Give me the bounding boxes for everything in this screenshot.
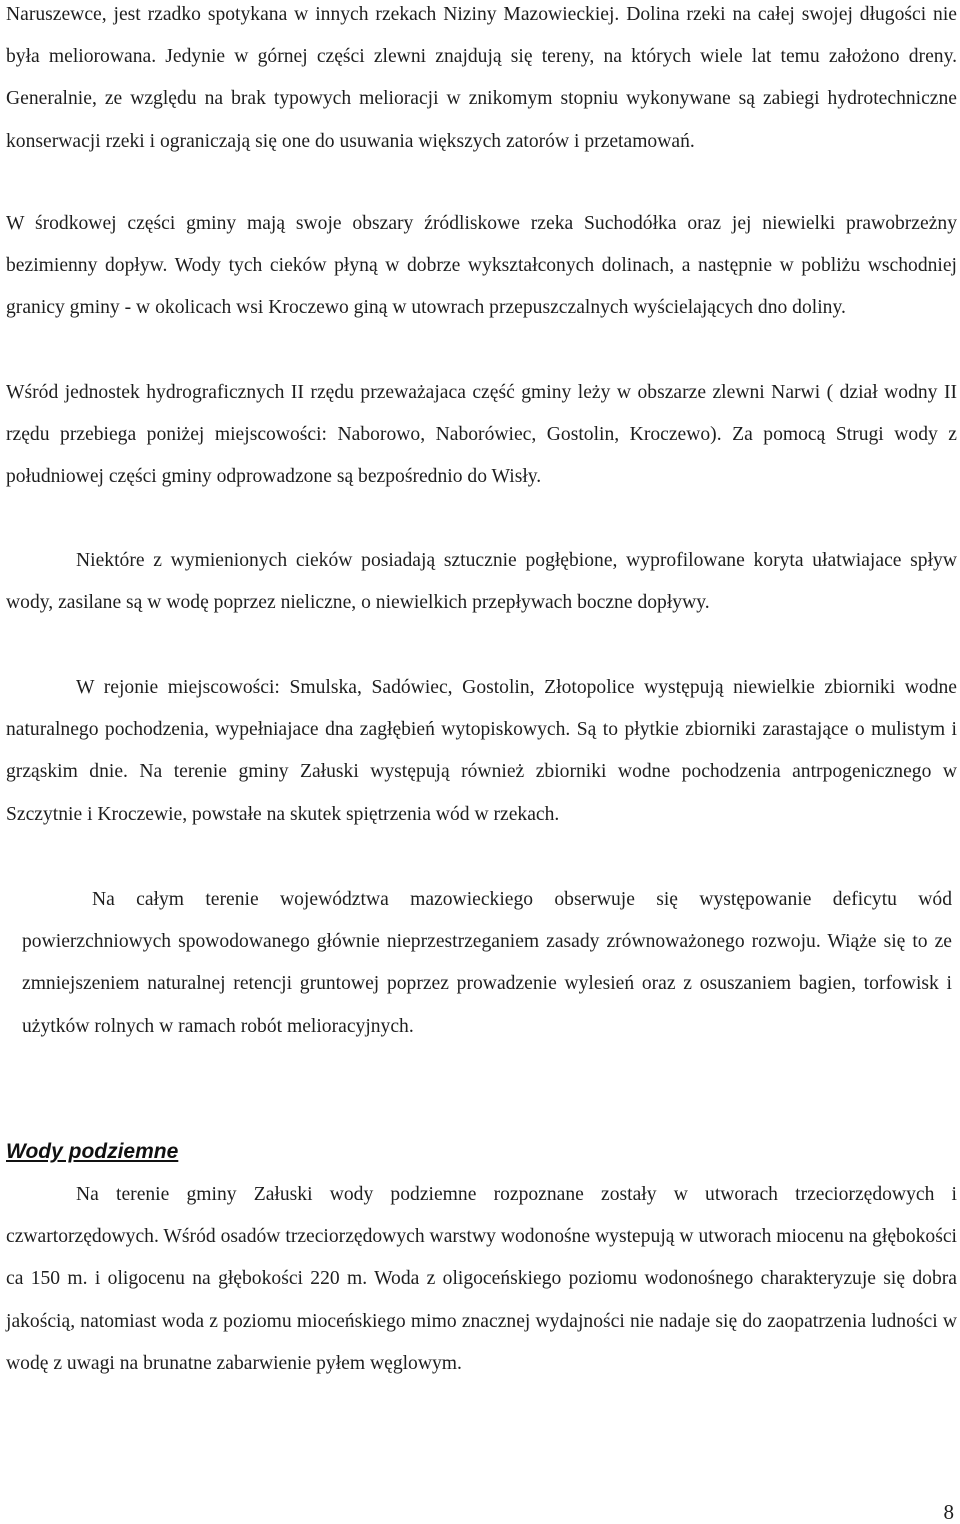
paragraph-narew-catchment: Wśród jednostek hydrograficznych II rzędu przeważajaca część gminy leży w obszarze zlewni Narwi ( dział wodny II rzędu przebiega poniżej miejscowości: Naborowo, Naborówiec, Gostolin, Kroczewo). Za pomocą Strugi wody z południowej części gminy odprowadzone są bezpośrednio do Wisły. bbox=[6, 382, 957, 488]
section-heading-groundwater: Wody podziemne bbox=[6, 1140, 179, 1163]
paragraph-naruszewka-valley: Naruszewce, jest rzadko spotykana w innych rzekach Niziny Mazowieckiej. Dolina rzeki na całej swojej długości nie była meliorowana. Jedynie w górnej części zlewni znajdują się tereny, na których wiele lat temu założono dreny. Generalnie, ze względu na brak typowych melioracji w znikomym stopniu wykonywane są zabiegi hydrotechniczne konserwacji rzeki i ograniczają się one do usuwania większych zatorów i przetamowań. bbox=[6, 4, 957, 152]
paragraph-groundwater: Na terenie gminy Załuski wody podziemne rozpoznane zostały w utworach trzeciorzędowych i czwartorzędowych. Wśród osadów trzeciorzędowych warstwy wodonośne wystepują w utworach miocenu na głębokości ca 150 m. i oligocenu na głębokości 220 m. Woda z oligoceńskiego poziomu wodonośnego charakteryzuje się dobra jakością, natomiast woda z poziomu mioceńskiego mimo znacznej wydajności nie nadaje się do zaopatrzenia ludności w wodę z uwagi na brunatne zabarwienie pyłem węglowym. bbox=[6, 1184, 957, 1374]
paragraph-suchodolka-springs: W środkowej części gminy mają swoje obszary źródliskowe rzeka Suchodółka oraz jej niewielki prawobrzeżny bezimienny dopływ. Wody tych cieków płyną w dobrze wykształconych dolinach, a następnie w pobliżu wschodniej granicy gminy - w okolicach wsi Kroczewo giną w utowrach przepuszczalnych wyścielających dno doliny. bbox=[6, 213, 957, 319]
page-number: 8 bbox=[943, 1500, 954, 1524]
paragraph-deepened-channels: Niektóre z wymienionych cieków posiadają sztucznie pogłębione, wyprofilowane koryta ułatwiajace spływ wody, zasilane są w wodę poprzez nieliczne, o niewielkich przepływach boczne dopływy. bbox=[6, 550, 957, 614]
paragraph-water-reservoirs: W rejonie miejscowości: Smulska, Sadówiec, Gostolin, Złotopolice występują niewielkie zbiorniki wodne naturalnego pochodzenia, wypełniajace dna zagłębień wytopiskowych. Są to płytkie zbiorniki zarastające o mulistym i grząskim dnie. Na terenie gminy Załuski występują również zbiorniki wodne pochodzenia antrpogenicznego w Szczytnie i Kroczewie, powstałe na skutek spiętrzenia wód w rzekach. bbox=[6, 677, 957, 825]
paragraph-surface-water-deficit: Na całym terenie województwa mazowieckiego obserwuje się występowanie deficytu wód powierzchniowych spowodowanego głównie nieprzestrzeganiem zasady zrównoważonego rozwoju. Wiąże się to ze zmniejszeniem naturalnej retencji gruntowej poprzez prowadzenie wylesień oraz z osuszaniem bagien, torfowisk i użytków rolnych w ramach robót melioracyjnych. bbox=[22, 889, 952, 1037]
